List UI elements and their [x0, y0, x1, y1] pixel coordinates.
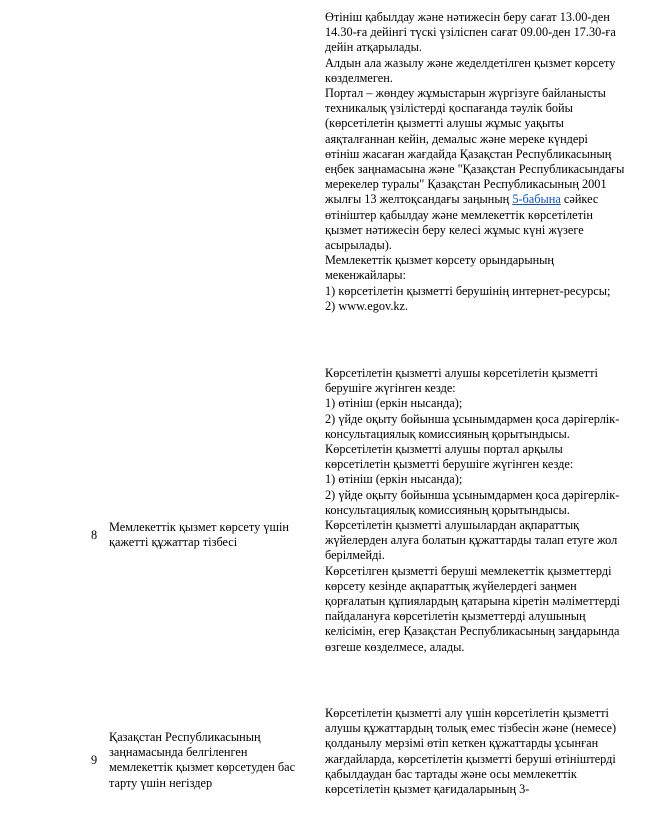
row-8-number: 8: [91, 528, 98, 542]
portal-text-before: Портал – жөндеу жұмыстарын жүргізуге байланысты техникалық үзілістерді қоспағанда тәулік бойы (көрсетілетін қызметті алушы жұмыс уақыты аяқталғаннан кейін, демалыс және мереке күндері өтініш жасаған жағдайда Қазақстан Республикасының еңбек заңнамасына және "Қазақстан Республикасындағы мерекелер туралы" Қазақстан Республикасының 2001 жылғы 13 желтоқсандағы заңының: [325, 86, 625, 207]
row-8-line: 1) өтініш (еркін нысанда);: [325, 396, 463, 411]
portal-text-after: сәйкес өтініштер қабылдау және мемлекеттік көрсетілетін қызмет нәтижесін беру келесі жұмыс күні жүзеге асырылады).: [325, 192, 599, 253]
row-8-line: Көрсетілетін қызметті алушы портал арқылы көрсетілетін қызметті берушіге жүгінген кезде:: [325, 442, 574, 472]
row-8-line: 1) өтініш (еркін нысанда);: [325, 472, 463, 487]
schedule-text: Өтініш қабылдау және нәтижесін беру сағат 13.00-ден 14.30-ға дейінгі түскі үзіліспен сағат 09.00-ден 17.30-ға дейін атқарылады.: [325, 10, 616, 55]
row-9-label: Қазақстан Республикасының заңнамасында белгіленген мемлекеттік қызмет көрсетуден бас тарту үшін негіздер: [109, 730, 296, 790]
portal-text: [325, 86, 625, 253]
row-8-line: 2) үйде оқыту бойынша ұсынымдармен қоса дәрігерлік-консультациялық комиссияның қорытындысы.: [325, 487, 620, 517]
row-8-line: 2) үйде оқыту бойынша ұсынымдармен қоса дәрігерлік-консультациялық комиссияның қорытындысы.: [325, 411, 620, 441]
row-8-line: Көрсетілетін қызметті алушылардан ақпараттық жүйелерден алуға болатын құжаттарды талап етуге жол берілмейді.: [325, 518, 618, 563]
row-8-line: Көрсетілетін қызметті алушы көрсетілетін қызметті берушіге жүгінген кезде:: [325, 366, 598, 396]
row-9-number: 9: [91, 753, 98, 767]
row-8-line: Көрсетілген қызметті беруші мемлекеттік қызметтерді көрсету кезінде ақпараттық жүйелердегі заңмен қорғалатын құпиялардың қатарына кіретін мәліметтерді пайдалануға көрсетілетін қызметтерді алушының келісімін, егер Қазақстан Республикасының заңдарында өзгеше көзделмесе, алады.: [325, 563, 621, 654]
places-item-2: 2) www.egov.kz.: [325, 298, 409, 313]
row-8-label: Мемлекеттік қызмет көрсету үшін қажетті құжаттар тізбесі: [109, 520, 289, 550]
article-5-link[interactable]: 5-бабына: [512, 192, 561, 207]
row-8-content: [325, 366, 625, 655]
no-appointment-text: Алдын ала жазылу және жеделдетілген қызмет көрсету көзделмеген.: [325, 55, 616, 85]
places-item-1: 1) көрсетілетін қызметті берушінің интернет-ресурсы;: [325, 283, 611, 298]
row-9-content: Көрсетілетін қызметті алу үшін көрсетілетін қызметті алушы құжаттардың толық емес тізбесін және (немесе) қолданылу мерзімі өтіп кеткен құжаттарды ұсынған жағдайларда, көрсетілетін қызметті беруші өтініштерді қабылдаудан бас тартады және осы мемлекеттік көрсетілетін қызмет қағидаларының 3-: [325, 706, 617, 797]
schedule-block: [325, 10, 625, 314]
places-title: Мемлекеттік қызмет көрсету орындарының мекенжайлары:: [325, 253, 555, 283]
